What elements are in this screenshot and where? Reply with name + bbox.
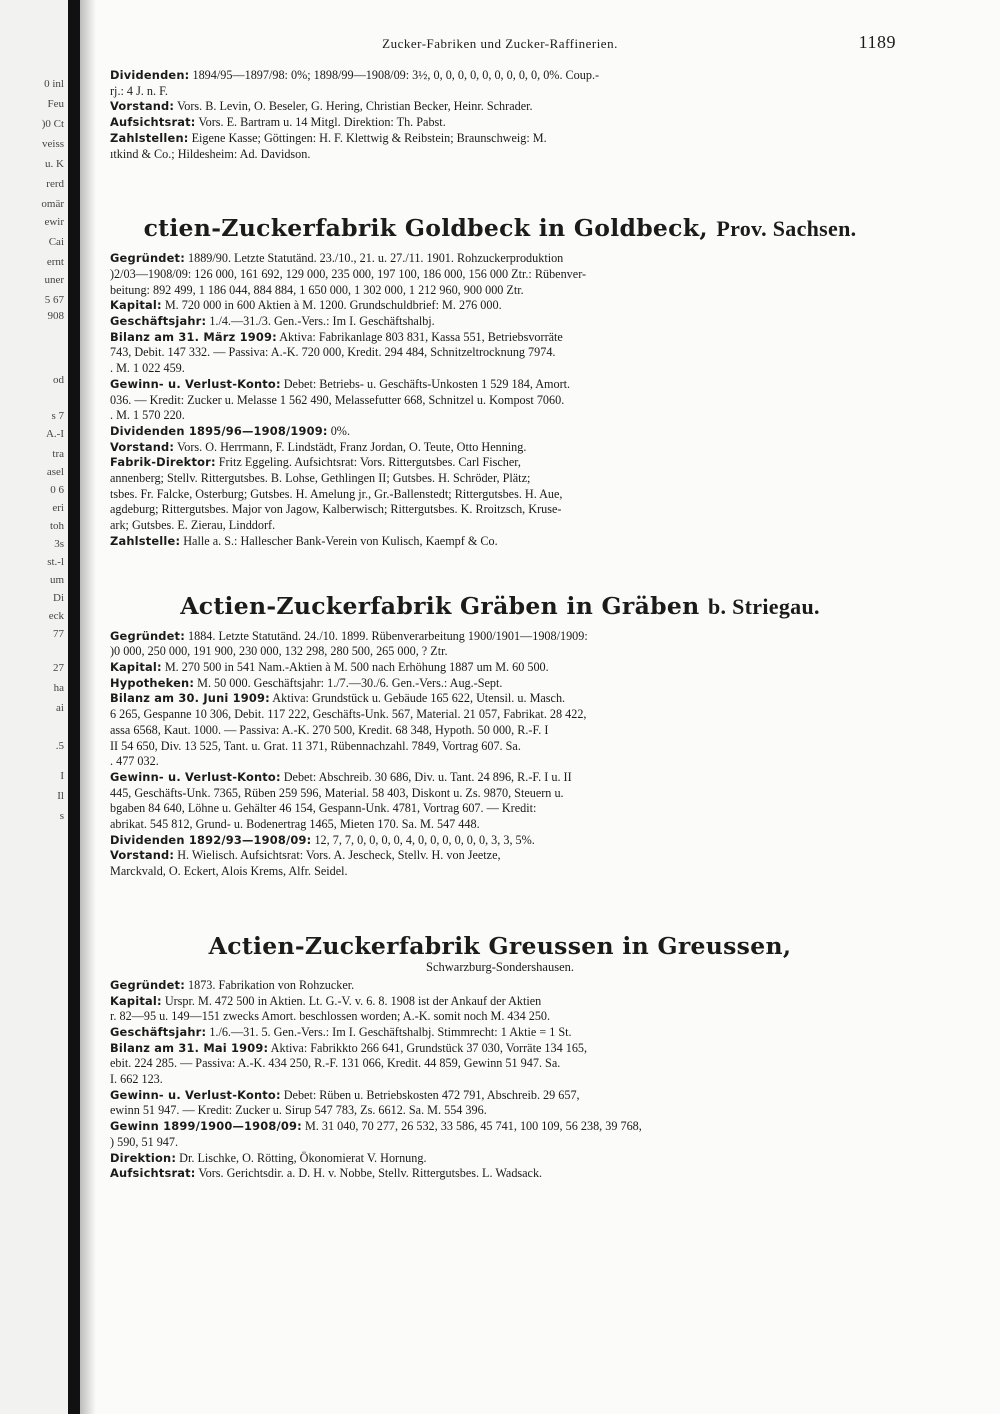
text-line: Vorstand: Vors. O. Herrmann, F. Lindstädt, Franz Jordan, O. Teute, Otto Henning.	[110, 439, 527, 454]
text-line: Gewinn- u. Verlust-Konto: Debet: Betriebs- u. Geschäfts-Unkosten 1 529 184, Amort.	[110, 376, 571, 391]
text-line: . M. 1 022 459.	[110, 361, 185, 376]
text-line: ebit. 224 285. — Passiva: A.-K. 434 250, R.-F. 131 066, Kredit. 44 859, Gewinn 51 947. Sa.	[110, 1056, 561, 1071]
text-line: )0 000, 250 000, 191 900, 230 000, 132 298, 280 500, 265 000, ? Ztr.	[110, 644, 448, 659]
facing-page-fragment: 0 6	[50, 484, 64, 496]
text-line: Gewinn 1899/1900—1908/09: M. 31 040, 70 277, 26 532, 33 586, 45 741, 100 109, 56 238, 39 768,	[110, 1119, 642, 1134]
text-line: Aufsichtsrat: Vors. Gerichtsdir. a. D. H. v. Nobbe, Stellv. Rittergutsbes. L. Wadsack.	[110, 1166, 543, 1181]
text-line: )2/03—1908/09: 126 000, 161 692, 129 000, 235 000, 197 100, 186 000, 156 000 Ztr.: Rübenver-	[110, 266, 587, 281]
text-line: II 54 650, Div. 13 525, Tant. u. Grat. 11 371, Rübennachzahl. 7849, Vortrag 607. Sa.	[110, 738, 521, 753]
facing-page-fragment: s	[59, 810, 64, 822]
entry-body	[110, 978, 890, 1182]
text-line: Gewinn- u. Verlust-Konto: Debet: Rüben u. Betriebskosten 472 791, Abschreib. 29 657,	[110, 1087, 580, 1102]
book-gutter	[68, 0, 80, 1414]
text-line: r. 82—95 u. 149—151 zwecks Amort. beschlossen worden; A.-K. somit noch M. 434 250.	[110, 1009, 551, 1024]
text-line: annenberg; Stellv. Rittergutsbes. B. Lohse, Gethlingen II; Gutsbes. H. Schröder, Plätz;	[110, 471, 531, 486]
company-location: b. Striegau.	[708, 593, 820, 619]
company-title-goldbeck	[110, 214, 890, 243]
facing-page-fragment: 27	[53, 662, 64, 674]
facing-page-fragment: veiss	[42, 138, 64, 150]
running-head	[110, 32, 896, 62]
company-subtitle: Schwarzburg-Sondershausen.	[426, 959, 574, 974]
text-line: . M. 1 570 220.	[110, 408, 185, 423]
text-line: Bilanz am 31. Mai 1909: Aktiva: Fabrikkto 266 641, Grundstück 37 030, Vorräte 134 165,	[110, 1040, 588, 1055]
text-line: assa 6568, Kaut. 1000. — Passiva: A.-K. 270 500, Kredit. 68 348, Hypoth. 50 000, R.-F. I	[110, 722, 549, 737]
text-line: Geschäftsjahr: 1./6.—31. 5. Gen.-Vers.: Im I. Geschäftshalbj. Stimmrecht: 1 Aktie = 1 St.	[110, 1024, 572, 1039]
text-line: Aufsichtsrat: Vors. E. Bartram u. 14 Mitgl. Direktion: Th. Pabst.	[110, 115, 446, 130]
text-line: 036. — Kredit: Zucker u. Melasse 1 562 490, Melassefutter 668, Schnitzel u. Kompost 7060.	[110, 392, 565, 407]
facing-page-fragment: 908	[47, 310, 64, 322]
company-title-graeben	[110, 592, 890, 621]
facing-page-fragment: Di	[53, 592, 64, 604]
facing-page-fragment: toh	[49, 520, 64, 532]
text-line: Hypotheken: M. 50 000. Geschäftsjahr: 1./7.—30./6. Gen.-Vers.: Aug.-Sept.	[110, 675, 503, 690]
facing-page-fragment: tra	[52, 448, 64, 460]
text-line: bgaben 84 640, Löhne u. Gehälter 46 154, Gespann-Unk. 4781, Vortrag 607. — Kredit:	[110, 801, 537, 816]
text-line: Vorstand: H. Wielisch. Aufsichtsrat: Vors. A. Jescheck, Stellv. H. von Jeetze,	[110, 848, 501, 863]
entry-top-continuation	[110, 68, 890, 162]
text-line: beitung: 892 499, 1 186 044, 884 884, 1 650 000, 1 302 000, 1 212 960, 900 000 Ztr.	[110, 282, 524, 297]
text-line: Zahlstellen: Eigene Kasse; Göttingen: H. F. Klettwig & Reibstein; Braunschweig: M.	[110, 130, 547, 145]
text-line: Dividenden 1892/93—1908/09: 12, 7, 7, 0, 0, 0, 0, 4, 0, 0, 0, 0, 0, 0, 3, 3, 5%.	[110, 832, 535, 847]
text-line: Fabrik-Direktor: Fritz Eggeling. Aufsichtsrat: Vors. Rittergutsbes. Carl Fischer,	[110, 455, 521, 470]
text-line: 445, Geschäfts-Unk. 7365, Rüben 259 596, Material. 58 403, Diskont u. Zs. 9870, Steuern u.	[110, 785, 564, 800]
text-line: Geschäftsjahr: 1./4.—31./3. Gen.-Vers.: Im I. Geschäftshalbj.	[110, 314, 435, 329]
page-number: 1189	[858, 32, 896, 52]
facing-page-fragment: ewir	[44, 216, 64, 228]
facing-page-fragment: ha	[53, 682, 64, 694]
facing-page-fragment: u. K	[45, 158, 64, 170]
facing-page-fragment: Il	[57, 790, 64, 802]
text-line: Gegründet: 1889/90. Letzte Statutänd. 23./10., 21. u. 27./11. 1901. Rohzuckerproduktion	[110, 251, 564, 266]
text-line: 6 265, Gespanne 10 306, Debit. 117 222, Geschäfts-Unk. 567, Material. 21 057, Fabrikat. 28 422,	[110, 707, 587, 722]
facing-page-fragment: Cai	[48, 236, 64, 248]
facing-page-fragment: od	[53, 374, 64, 386]
facing-page-fragment: eck	[48, 610, 64, 622]
text-line: ıtkind & Co.; Hildesheim: Ad. Davidson.	[110, 146, 311, 161]
running-head-title: Zucker-Fabriken und Zucker-Raffinerien.	[382, 36, 618, 51]
text-line: Gewinn- u. Verlust-Konto: Debet: Abschreib. 30 686, Div. u. Tant. 24 896, R.-F. I u. II	[110, 769, 572, 784]
company-name: Actien-Zuckerfabrik Greussen in Greussen,	[208, 931, 792, 960]
facing-page-fragment: I	[60, 770, 64, 782]
entry-graeben	[110, 592, 890, 880]
page-content	[110, 32, 896, 1182]
facing-page-fragment: s 7	[51, 410, 64, 422]
facing-page-fragment: omär	[41, 198, 64, 210]
text-line: ewinn 51 947. — Kredit: Zucker u. Sirup 547 783, Zs. 6612. Sa. M. 554 396.	[110, 1103, 487, 1118]
text-line: rj.: 4 J. n. F.	[110, 83, 168, 98]
facing-page-fragment: eri	[52, 502, 64, 514]
entry-body	[110, 629, 890, 880]
company-name: ctien-Zuckerfabrik Goldbeck in Goldbeck,	[143, 214, 708, 243]
text-line: ) 590, 51 947.	[110, 1134, 179, 1149]
entry-body	[110, 251, 890, 549]
text-line: Kapital: M. 270 500 in 541 Nam.-Aktien à M. 500 nach Erhöhung 1887 um M. 60 500.	[110, 659, 549, 674]
facing-page-fragment: Feu	[47, 98, 64, 110]
facing-page-fragment: 0 inl	[44, 78, 64, 90]
facing-page-fragment: )0 Ct	[41, 118, 64, 130]
text-line: agdeburg; Rittergutsbes. Major von Jagow, Kalberwisch; Rittergutsbes. K. Rroitzsch, Kruse-	[110, 502, 562, 517]
facing-page-fragment: um	[49, 574, 64, 586]
text-line: Bilanz am 30. Juni 1909: Aktiva: Grundstück u. Gebäude 165 622, Utensil. u. Masch.	[110, 691, 566, 706]
facing-page-strip	[0, 0, 68, 1414]
company-name: Actien-Zuckerfabrik Gräben in Gräben	[180, 591, 700, 620]
text-line: Direktion: Dr. Lischke, O. Rötting, Ökonomierat V. Hornung.	[110, 1150, 427, 1165]
text-line: abrikat. 545 812, Grund- u. Bodenertrag 1465, Mieten 170. Sa. M. 547 448.	[110, 817, 480, 832]
entry-greussen	[110, 932, 890, 1182]
facing-page-fragment: .5	[55, 740, 64, 752]
facing-page-fragment: 3s	[54, 538, 64, 550]
text-line: Gegründet: 1884. Letzte Statutänd. 24./10. 1899. Rübenverarbeitung 1900/1901—1908/1909:	[110, 628, 588, 643]
facing-page-fragment: asel	[46, 466, 64, 478]
facing-page-fragment: rerd	[46, 178, 64, 190]
company-title-greussen	[110, 932, 890, 960]
text-line: Dividenden: 1894/95—1897/98: 0%; 1898/99—1908/09: 3½, 0, 0, 0, 0, 0, 0, 0, 0, 0, 0%. Coup.-	[110, 68, 600, 82]
text-line: Marckvald, O. Eckert, Alois Krems, Alfr. Seidel.	[110, 864, 348, 879]
text-line: Dividenden 1895/96—1908/1909: 0%.	[110, 423, 350, 438]
text-line: Bilanz am 31. März 1909: Aktiva: Fabrikanlage 803 831, Kassa 551, Betriebsvorräte	[110, 329, 563, 344]
text-line: . 477 032.	[110, 754, 159, 769]
facing-page-fragment: ai	[56, 702, 64, 714]
text-line: 743, Debit. 147 332. — Passiva: A.-K. 720 000, Kredit. 294 484, Schnitzeltrocknung 7974.	[110, 345, 556, 360]
text-line: Zahlstelle: Halle a. S.: Hallescher Bank-Verein von Kulisch, Kaempf & Co.	[110, 533, 498, 548]
gutter-shadow	[80, 0, 96, 1414]
text-line: Vorstand: Vors. B. Levin, O. Beseler, G. Hering, Christian Becker, Heinr. Schrader.	[110, 99, 533, 114]
facing-page-fragment: 5 67	[44, 294, 64, 306]
text-line: I. 662 123.	[110, 1072, 163, 1087]
text-line: Kapital: Urspr. M. 472 500 in Aktien. Lt. G.-V. v. 6. 8. 1908 ist der Ankauf der Aktien	[110, 993, 542, 1008]
text-line: Gegründet: 1873. Fabrikation von Rohzucker.	[110, 977, 355, 992]
facing-page-fragment: 77	[53, 628, 64, 640]
facing-page-fragment: st.-l	[47, 556, 64, 568]
text-line: Kapital: M. 720 000 in 600 Aktien à M. 1200. Grundschuldbrief: M. 276 000.	[110, 298, 502, 313]
company-location: Prov. Sachsen.	[716, 216, 857, 242]
entry-goldbeck	[110, 214, 890, 549]
text-line: ark; Gutsbes. E. Zierau, Linddorf.	[110, 518, 276, 533]
text-line: tsbes. Fr. Falcke, Osterburg; Gutsbes. H. Amelung jr., Gr.-Ballenstedt; Rittergutsbes. H. Aue,	[110, 486, 563, 501]
facing-page-fragment: A.-I	[45, 428, 64, 440]
facing-page-fragment: uner	[44, 274, 64, 286]
facing-page-fragment: ernt	[46, 256, 64, 268]
